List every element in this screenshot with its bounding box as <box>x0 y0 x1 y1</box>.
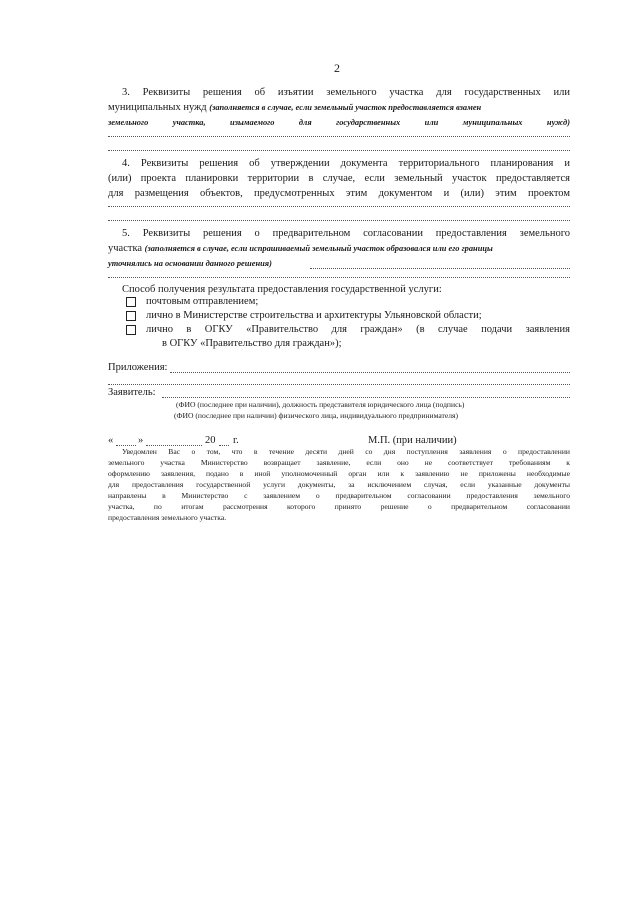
section5-note-cont: уточнялись на основании данного решения) <box>108 259 272 268</box>
attachments-label: Приложения: <box>108 362 168 373</box>
delivery-checkbox-ogku[interactable] <box>126 325 136 335</box>
notice-line-5: направлены в Министерство с заявлением о предварительном согласовании предоставления земельного <box>108 491 570 500</box>
date-close-quote: » <box>138 435 144 446</box>
section4-fill-line-1 <box>108 206 570 207</box>
section5-fill-line-2 <box>108 277 570 278</box>
attachments-fill-line-2 <box>108 384 570 385</box>
section3-fill-line-1 <box>108 136 570 137</box>
applicant-caption-1: (ФИО (последнее при наличии), должность представителя юридического лица (подпись) <box>176 400 465 409</box>
section4-line3: для размещения объектов, предусмотренных этим документом и (или) этим проектом <box>108 188 570 199</box>
delivery-checkbox-post[interactable] <box>126 297 136 307</box>
section3-line2 <box>108 101 570 114</box>
section5-fill-line-1 <box>310 268 570 269</box>
delivery-option-post: почтовым отправлением; <box>146 296 259 307</box>
page-number: 2 <box>334 61 340 75</box>
section5-line1: 5. Реквизиты решения о предварительном согласовании предоставления земельного <box>122 228 570 239</box>
section3-note: (заполняется в случае, если земельный участок предоставляется взамен <box>209 103 482 112</box>
section3-line1: 3. Реквизиты решения об изъятии земельного участка для государственных или <box>122 87 570 98</box>
applicant-label: Заявитель: <box>108 387 156 398</box>
section3-note-cont: земельного участка, изымаемого для государственных или муниципальных нужд) <box>108 118 570 127</box>
section3-line2-text: муниципальных нужд <box>108 102 207 113</box>
section5-note: (заполняется в случае, если испрашиваемый земельный участок образовался или его границы <box>144 244 493 253</box>
section4-line1: 4. Реквизиты решения об утверждении документа территориального планирования и <box>122 158 570 169</box>
notice-line-4: для предоставления государственной услуги документы, за исключением случая, если указанные документы <box>108 480 570 489</box>
date-year: 20 <box>205 435 216 446</box>
section5-line2 <box>108 242 570 255</box>
notice-line-6: участка, по итогам рассмотрения которого принято решение о предварительном согласовании <box>108 502 570 511</box>
notice-line-1: Уведомлен Вас о том, что в течение десяти дней со дня поступления заявления о предоставлении <box>122 447 570 456</box>
section4-fill-line-2 <box>108 220 570 221</box>
applicant-caption-2: (ФИО (последнее при наличии) физического лица, индивидуального предпринимателя) <box>174 411 459 420</box>
section4-line2: (или) проекта планировки территории в случае, если земельный участок предоставляется <box>108 173 570 184</box>
date-open-quote: « <box>108 435 114 446</box>
section3-fill-line-2 <box>108 150 570 151</box>
notice-line-2: земельного участка Министерство возвращает заявление, если оно не соответствует требованиям к <box>108 458 570 467</box>
delivery-title: Способ получения результата предоставления государственной услуги: <box>122 284 442 295</box>
delivery-option-ministry: лично в Министерстве строительства и архитектуры Ульяновской области; <box>146 310 482 321</box>
notice-line-7: предоставления земельного участка. <box>108 513 227 522</box>
delivery-checkbox-ministry[interactable] <box>126 311 136 321</box>
date-year-suffix: г. <box>233 435 239 446</box>
attachments-fill-line-1 <box>170 372 570 373</box>
delivery-option-ogku: лично в ОГКУ «Правительство для граждан» (в случае подачи заявления <box>146 324 570 335</box>
stamp-label: М.П. (при наличии) <box>368 435 457 446</box>
section5-line2-text: участка <box>108 243 143 254</box>
notice-line-3: оформлению заявления, подано в иной уполномоченный орган или к заявлению не приложены необходимые <box>108 469 570 478</box>
delivery-option-ogku-cont: в ОГКУ «Правительство для граждан»); <box>162 338 342 349</box>
